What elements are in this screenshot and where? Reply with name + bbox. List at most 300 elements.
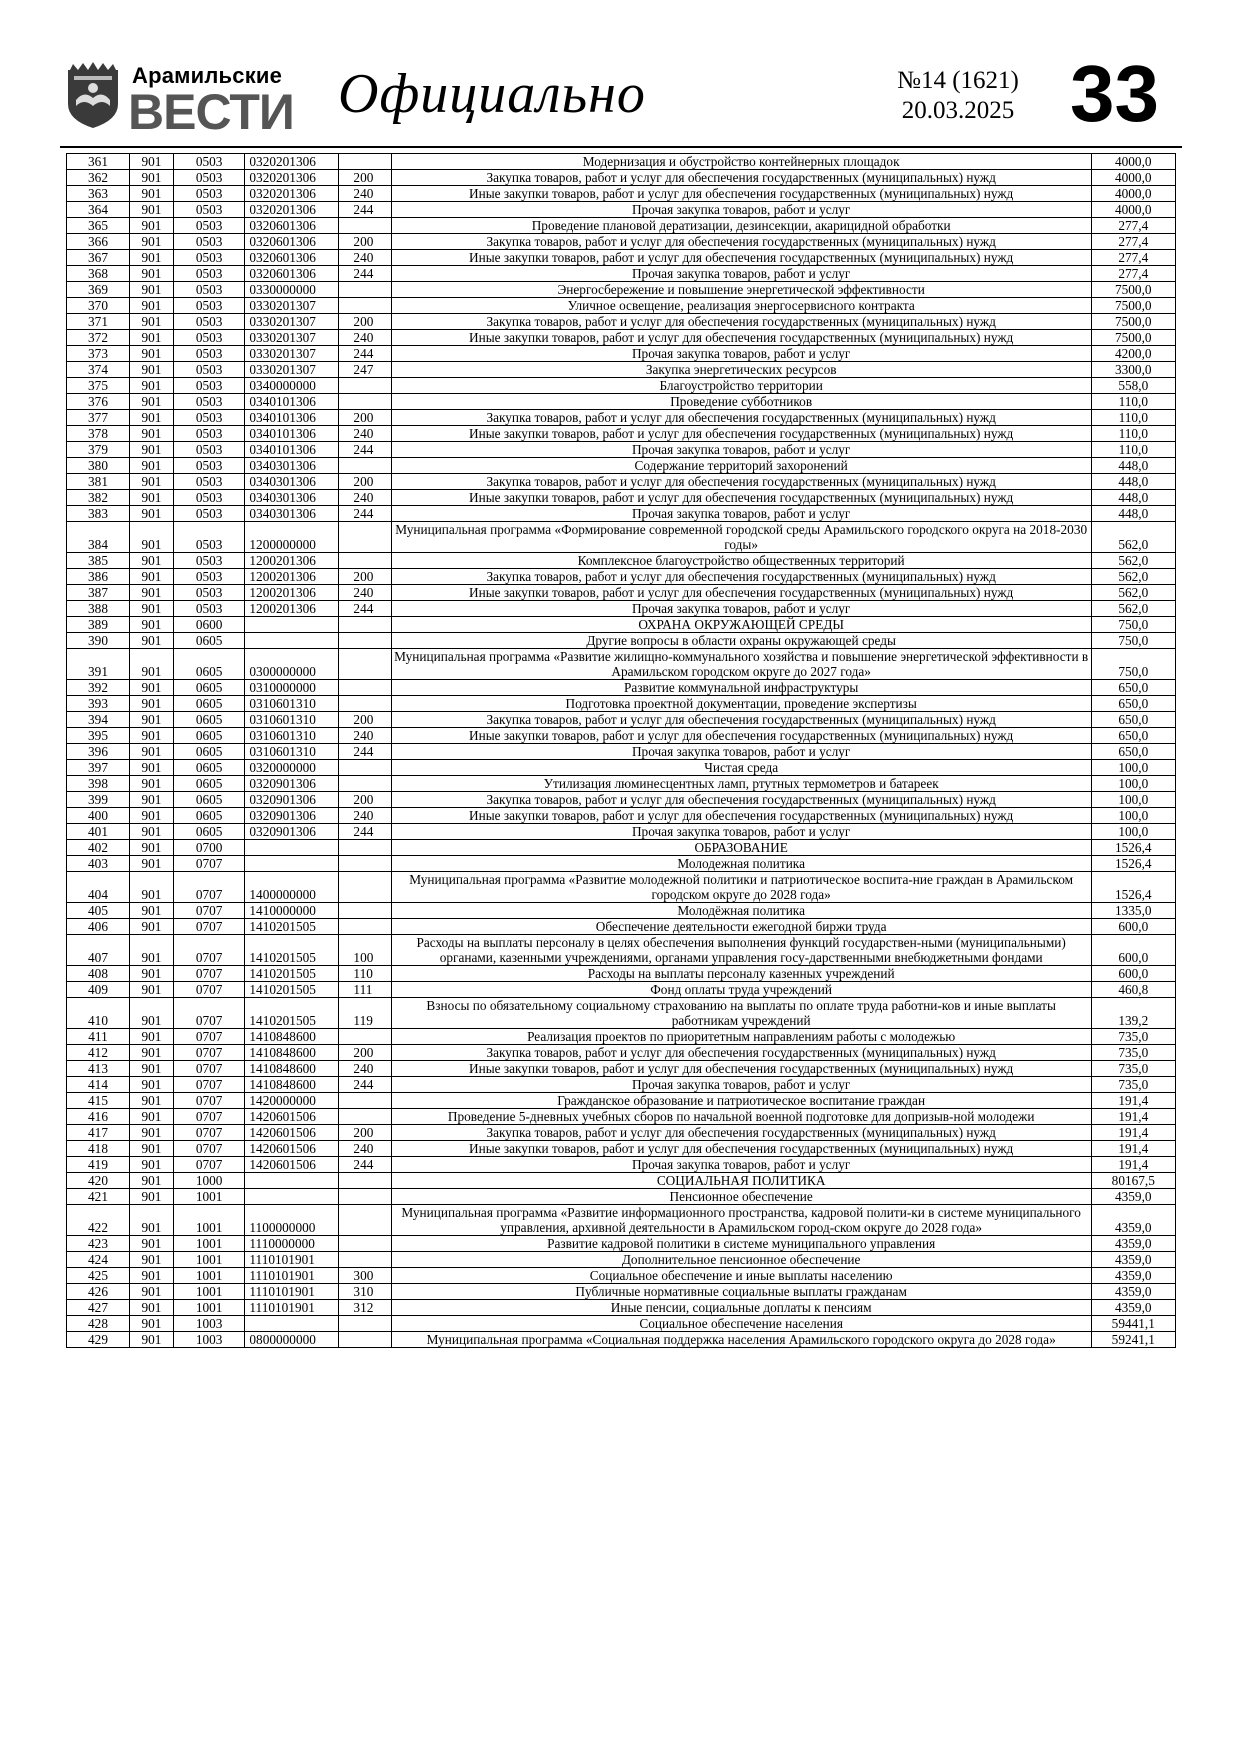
amount-cell: 4359,0 — [1091, 1236, 1175, 1252]
issue-info — [878, 66, 1038, 126]
expense-type-cell: 240 — [339, 426, 391, 442]
department-code-cell: 901 — [130, 1189, 174, 1205]
department-code-cell: 901 — [130, 1093, 174, 1109]
section-code-cell: 0707 — [173, 1109, 245, 1125]
expense-type-cell: 244 — [339, 266, 391, 282]
department-code-cell: 901 — [130, 1284, 174, 1300]
table-row — [67, 1236, 1176, 1252]
row-number-cell: 367 — [67, 250, 130, 266]
department-code-cell: 901 — [130, 1205, 174, 1236]
item-name-cell: Комплексное благоустройство общественных территорий — [391, 553, 1091, 569]
row-number-cell: 389 — [67, 617, 130, 633]
target-article-cell: 1400000000 — [245, 872, 339, 903]
target-article-cell: 1410848600 — [245, 1077, 339, 1093]
expense-type-cell — [339, 553, 391, 569]
amount-cell: 650,0 — [1091, 712, 1175, 728]
row-number-cell: 377 — [67, 410, 130, 426]
row-number-cell: 363 — [67, 186, 130, 202]
section-code-cell: 1001 — [173, 1205, 245, 1236]
department-code-cell: 901 — [130, 522, 174, 553]
expense-type-cell: 200 — [339, 474, 391, 490]
expense-type-cell — [339, 1236, 391, 1252]
row-number-cell: 416 — [67, 1109, 130, 1125]
table-row — [67, 553, 1176, 569]
expense-type-cell — [339, 919, 391, 935]
target-article-cell: 0310601310 — [245, 744, 339, 760]
department-code-cell: 901 — [130, 712, 174, 728]
department-code-cell: 901 — [130, 234, 174, 250]
section-code-cell: 0503 — [173, 202, 245, 218]
department-code-cell: 901 — [130, 1045, 174, 1061]
row-number-cell: 390 — [67, 633, 130, 649]
item-name-cell: Иные закупки товаров, работ и услуг для обеспечения государственных (муниципальных) нужд — [391, 490, 1091, 506]
item-name-cell: Иные закупки товаров, работ и услуг для обеспечения государственных (муниципальных) нужд — [391, 808, 1091, 824]
section-code-cell: 0503 — [173, 298, 245, 314]
table-row — [67, 1061, 1176, 1077]
item-name-cell: Прочая закупка товаров, работ и услуг — [391, 601, 1091, 617]
table-row — [67, 808, 1176, 824]
budget-table — [66, 153, 1176, 1348]
amount-cell: 4200,0 — [1091, 346, 1175, 362]
department-code-cell: 901 — [130, 394, 174, 410]
table-row — [67, 154, 1176, 170]
target-article-cell: 0340301306 — [245, 506, 339, 522]
section-code-cell: 0503 — [173, 266, 245, 282]
table-row — [67, 202, 1176, 218]
expense-type-cell: 200 — [339, 170, 391, 186]
table-row — [67, 490, 1176, 506]
expense-type-cell — [339, 903, 391, 919]
item-name-cell: Развитие коммунальной инфраструктуры — [391, 680, 1091, 696]
item-name-cell: Закупка товаров, работ и услуг для обеспечения государственных (муниципальных) нужд — [391, 314, 1091, 330]
amount-cell: 600,0 — [1091, 966, 1175, 982]
expense-type-cell — [339, 649, 391, 680]
section-code-cell: 0605 — [173, 633, 245, 649]
logo-title: ВЕСТИ — [128, 84, 294, 140]
row-number-cell: 396 — [67, 744, 130, 760]
item-name-cell: Обеспечение деятельности ежегодной биржи труда — [391, 919, 1091, 935]
section-code-cell: 0503 — [173, 154, 245, 170]
target-article-cell: 0320201306 — [245, 170, 339, 186]
department-code-cell: 901 — [130, 872, 174, 903]
row-number-cell: 379 — [67, 442, 130, 458]
section-code-cell: 0503 — [173, 170, 245, 186]
department-code-cell: 901 — [130, 935, 174, 966]
section-code-cell: 0707 — [173, 1093, 245, 1109]
department-code-cell: 901 — [130, 966, 174, 982]
item-name-cell: Прочая закупка товаров, работ и услуг — [391, 506, 1091, 522]
item-name-cell: Расходы на выплаты персоналу в целях обеспечения выполнения функций государствен-ными (муниципальными) органами, казенными учреждениями, органами управления госу-дарственными внебюджетными фондами — [391, 935, 1091, 966]
table-row — [67, 298, 1176, 314]
department-code-cell: 901 — [130, 919, 174, 935]
section-code-cell: 0605 — [173, 696, 245, 712]
item-name-cell: Иные закупки товаров, работ и услуг для обеспечения государственных (муниципальных) нужд — [391, 1141, 1091, 1157]
department-code-cell: 901 — [130, 282, 174, 298]
table-row — [67, 998, 1176, 1029]
expense-type-cell: 244 — [339, 1157, 391, 1173]
row-number-cell: 426 — [67, 1284, 130, 1300]
department-code-cell: 901 — [130, 346, 174, 362]
department-code-cell: 901 — [130, 856, 174, 872]
table-row — [67, 442, 1176, 458]
department-code-cell: 901 — [130, 649, 174, 680]
department-code-cell: 901 — [130, 298, 174, 314]
target-article-cell: 0320901306 — [245, 808, 339, 824]
section-code-cell: 0605 — [173, 760, 245, 776]
target-article-cell: 0330201307 — [245, 298, 339, 314]
amount-cell: 750,0 — [1091, 617, 1175, 633]
department-code-cell: 901 — [130, 410, 174, 426]
item-name-cell: Содержание территорий захоронений — [391, 458, 1091, 474]
department-code-cell: 901 — [130, 824, 174, 840]
row-number-cell: 398 — [67, 776, 130, 792]
item-name-cell: Молодёжная политика — [391, 903, 1091, 919]
amount-cell: 650,0 — [1091, 728, 1175, 744]
amount-cell: 277,4 — [1091, 250, 1175, 266]
department-code-cell: 901 — [130, 1061, 174, 1077]
department-code-cell: 901 — [130, 553, 174, 569]
department-code-cell: 901 — [130, 680, 174, 696]
department-code-cell: 901 — [130, 378, 174, 394]
expense-type-cell: 200 — [339, 234, 391, 250]
amount-cell: 1526,4 — [1091, 856, 1175, 872]
target-article-cell: 1410201505 — [245, 998, 339, 1029]
item-name-cell: Пенсионное обеспечение — [391, 1189, 1091, 1205]
row-number-cell: 387 — [67, 585, 130, 601]
item-name-cell: Фонд оплаты труда учреждений — [391, 982, 1091, 998]
amount-cell: 750,0 — [1091, 649, 1175, 680]
row-number-cell: 382 — [67, 490, 130, 506]
row-number-cell: 375 — [67, 378, 130, 394]
expense-type-cell: 200 — [339, 314, 391, 330]
item-name-cell: ОБРАЗОВАНИЕ — [391, 840, 1091, 856]
row-number-cell: 401 — [67, 824, 130, 840]
row-number-cell: 361 — [67, 154, 130, 170]
target-article-cell: 1200201306 — [245, 601, 339, 617]
amount-cell: 4359,0 — [1091, 1300, 1175, 1316]
row-number-cell: 381 — [67, 474, 130, 490]
table-row — [67, 569, 1176, 585]
newspaper-logo — [64, 60, 296, 138]
table-row — [67, 506, 1176, 522]
target-article-cell: 1110101901 — [245, 1300, 339, 1316]
section-code-cell: 1001 — [173, 1236, 245, 1252]
amount-cell: 650,0 — [1091, 680, 1175, 696]
section-code-cell: 0503 — [173, 585, 245, 601]
amount-cell: 1526,4 — [1091, 872, 1175, 903]
department-code-cell: 901 — [130, 330, 174, 346]
department-code-cell: 901 — [130, 250, 174, 266]
target-article-cell: 0320601306 — [245, 218, 339, 234]
amount-cell: 3300,0 — [1091, 362, 1175, 378]
row-number-cell: 409 — [67, 982, 130, 998]
target-article-cell: 0310601310 — [245, 696, 339, 712]
amount-cell: 735,0 — [1091, 1029, 1175, 1045]
amount-cell: 80167,5 — [1091, 1173, 1175, 1189]
section-code-cell: 0503 — [173, 442, 245, 458]
department-code-cell: 901 — [130, 569, 174, 585]
table-row — [67, 522, 1176, 553]
section-code-cell: 0503 — [173, 346, 245, 362]
expense-type-cell: 200 — [339, 569, 391, 585]
amount-cell: 562,0 — [1091, 569, 1175, 585]
expense-type-cell — [339, 218, 391, 234]
section-code-cell: 1001 — [173, 1189, 245, 1205]
section-code-cell: 0503 — [173, 378, 245, 394]
department-code-cell: 901 — [130, 696, 174, 712]
expense-type-cell: 244 — [339, 744, 391, 760]
section-code-cell: 0503 — [173, 314, 245, 330]
item-name-cell: Иные закупки товаров, работ и услуг для обеспечения государственных (муниципальных) нужд — [391, 186, 1091, 202]
target-article-cell: 0320601306 — [245, 266, 339, 282]
table-row — [67, 346, 1176, 362]
department-code-cell: 901 — [130, 506, 174, 522]
target-article-cell: 1410848600 — [245, 1045, 339, 1061]
amount-cell: 562,0 — [1091, 601, 1175, 617]
department-code-cell: 901 — [130, 585, 174, 601]
expense-type-cell — [339, 1205, 391, 1236]
item-name-cell: Реализация проектов по приоритетным направлениям работы с молодежью — [391, 1029, 1091, 1045]
table-row — [67, 840, 1176, 856]
section-code-cell: 0503 — [173, 218, 245, 234]
amount-cell: 110,0 — [1091, 426, 1175, 442]
department-code-cell: 901 — [130, 1077, 174, 1093]
row-number-cell: 370 — [67, 298, 130, 314]
department-code-cell: 901 — [130, 982, 174, 998]
item-name-cell: Подготовка проектной документации, проведение экспертизы — [391, 696, 1091, 712]
expense-type-cell: 100 — [339, 935, 391, 966]
section-code-cell: 0605 — [173, 649, 245, 680]
expense-type-cell: 240 — [339, 1061, 391, 1077]
expense-type-cell: 200 — [339, 1045, 391, 1061]
target-article-cell: 0310601310 — [245, 728, 339, 744]
amount-cell: 1335,0 — [1091, 903, 1175, 919]
department-code-cell: 901 — [130, 792, 174, 808]
table-row — [67, 903, 1176, 919]
row-number-cell: 391 — [67, 649, 130, 680]
row-number-cell: 415 — [67, 1093, 130, 1109]
section-code-cell: 0707 — [173, 966, 245, 982]
target-article-cell: 1410201505 — [245, 966, 339, 982]
target-article-cell: 0330201307 — [245, 330, 339, 346]
expense-type-cell — [339, 840, 391, 856]
item-name-cell: Закупка товаров, работ и услуг для обеспечения государственных (муниципальных) нужд — [391, 569, 1091, 585]
target-article-cell: 0340101306 — [245, 410, 339, 426]
expense-type-cell — [339, 696, 391, 712]
row-number-cell: 429 — [67, 1332, 130, 1348]
amount-cell: 4000,0 — [1091, 186, 1175, 202]
item-name-cell: Закупка товаров, работ и услуг для обеспечения государственных (муниципальных) нужд — [391, 1125, 1091, 1141]
expense-type-cell: 244 — [339, 346, 391, 362]
item-name-cell: Другие вопросы в области охраны окружающей среды — [391, 633, 1091, 649]
item-name-cell: Муниципальная программа «Развитие информационного пространства, кадровой полити-ки в системе муниципального управления, архивной деятельности в Арамильском город-ском округе до 2028 года» — [391, 1205, 1091, 1236]
item-name-cell: Гражданское образование и патриотическое воспитание граждан — [391, 1093, 1091, 1109]
department-code-cell: 901 — [130, 314, 174, 330]
item-name-cell: Утилизация люминесцентных ламп, ртутных термометров и батареек — [391, 776, 1091, 792]
department-code-cell: 901 — [130, 1125, 174, 1141]
section-code-cell: 0503 — [173, 569, 245, 585]
department-code-cell: 901 — [130, 601, 174, 617]
amount-cell: 448,0 — [1091, 506, 1175, 522]
amount-cell: 4359,0 — [1091, 1189, 1175, 1205]
table-row — [67, 1205, 1176, 1236]
amount-cell: 7500,0 — [1091, 282, 1175, 298]
table-row — [67, 744, 1176, 760]
expense-type-cell: 244 — [339, 442, 391, 458]
section-code-cell: 0503 — [173, 522, 245, 553]
row-number-cell: 407 — [67, 935, 130, 966]
row-number-cell: 421 — [67, 1189, 130, 1205]
expense-type-cell — [339, 378, 391, 394]
amount-cell: 4359,0 — [1091, 1252, 1175, 1268]
row-number-cell: 423 — [67, 1236, 130, 1252]
section-code-cell: 1001 — [173, 1252, 245, 1268]
section-code-cell: 0503 — [173, 362, 245, 378]
expense-type-cell: 312 — [339, 1300, 391, 1316]
section-code-cell: 0503 — [173, 458, 245, 474]
section-title: Официально — [338, 63, 646, 125]
amount-cell: 558,0 — [1091, 378, 1175, 394]
expense-type-cell — [339, 154, 391, 170]
department-code-cell: 901 — [130, 202, 174, 218]
row-number-cell: 427 — [67, 1300, 130, 1316]
expense-type-cell: 200 — [339, 792, 391, 808]
coat-of-arms-icon — [64, 60, 122, 130]
logo-subtitle: Арамильские — [132, 63, 283, 88]
department-code-cell: 901 — [130, 1029, 174, 1045]
item-name-cell: Закупка энергетических ресурсов — [391, 362, 1091, 378]
table-row — [67, 966, 1176, 982]
section-code-cell: 0700 — [173, 840, 245, 856]
amount-cell: 4000,0 — [1091, 202, 1175, 218]
table-row — [67, 1252, 1176, 1268]
amount-cell: 277,4 — [1091, 266, 1175, 282]
department-code-cell: 901 — [130, 1173, 174, 1189]
row-number-cell: 413 — [67, 1061, 130, 1077]
department-code-cell: 901 — [130, 1300, 174, 1316]
row-number-cell: 386 — [67, 569, 130, 585]
department-code-cell: 901 — [130, 1109, 174, 1125]
expense-type-cell: 240 — [339, 490, 391, 506]
expense-type-cell: 200 — [339, 410, 391, 426]
target-article-cell — [245, 1316, 339, 1332]
expense-type-cell — [339, 1029, 391, 1045]
issue-number: №14 (1621) — [897, 67, 1019, 94]
amount-cell: 448,0 — [1091, 474, 1175, 490]
table-row — [67, 266, 1176, 282]
amount-cell: 59241,1 — [1091, 1332, 1175, 1348]
amount-cell: 735,0 — [1091, 1077, 1175, 1093]
row-number-cell: 371 — [67, 314, 130, 330]
target-article-cell: 1200201306 — [245, 585, 339, 601]
expense-type-cell: 240 — [339, 808, 391, 824]
table-row — [67, 982, 1176, 998]
department-code-cell: 901 — [130, 1141, 174, 1157]
item-name-cell: Социальное обеспечение населения — [391, 1316, 1091, 1332]
target-article-cell: 0320201306 — [245, 154, 339, 170]
department-code-cell: 901 — [130, 154, 174, 170]
amount-cell: 110,0 — [1091, 394, 1175, 410]
row-number-cell: 394 — [67, 712, 130, 728]
item-name-cell: Закупка товаров, работ и услуг для обеспечения государственных (муниципальных) нужд — [391, 474, 1091, 490]
target-article-cell: 1110000000 — [245, 1236, 339, 1252]
target-article-cell: 0340301306 — [245, 474, 339, 490]
section-code-cell: 0707 — [173, 1141, 245, 1157]
row-number-cell: 393 — [67, 696, 130, 712]
item-name-cell: Модернизация и обустройство контейнерных площадок — [391, 154, 1091, 170]
section-code-cell: 0605 — [173, 776, 245, 792]
target-article-cell: 1100000000 — [245, 1205, 339, 1236]
row-number-cell: 412 — [67, 1045, 130, 1061]
section-code-cell: 0707 — [173, 982, 245, 998]
department-code-cell: 901 — [130, 808, 174, 824]
item-name-cell: Благоустройство территории — [391, 378, 1091, 394]
item-name-cell: Закупка товаров, работ и услуг для обеспечения государственных (муниципальных) нужд — [391, 792, 1091, 808]
department-code-cell: 901 — [130, 458, 174, 474]
expense-type-cell — [339, 760, 391, 776]
section-code-cell: 0605 — [173, 824, 245, 840]
target-article-cell: 0320201306 — [245, 186, 339, 202]
item-name-cell: Муниципальная программа «Развитие жилищно-коммунального хозяйства и повышение энергетической эффективности в Арамильском городском округе до 2027 года» — [391, 649, 1091, 680]
row-number-cell: 369 — [67, 282, 130, 298]
amount-cell: 191,4 — [1091, 1093, 1175, 1109]
section-code-cell: 0707 — [173, 903, 245, 919]
department-code-cell: 901 — [130, 442, 174, 458]
table-row — [67, 1045, 1176, 1061]
target-article-cell: 1200201306 — [245, 569, 339, 585]
expense-type-cell — [339, 1252, 391, 1268]
table-row — [67, 458, 1176, 474]
table-row — [67, 617, 1176, 633]
amount-cell: 100,0 — [1091, 792, 1175, 808]
table-row — [67, 680, 1176, 696]
expense-type-cell: 110 — [339, 966, 391, 982]
table-row — [67, 728, 1176, 744]
target-article-cell: 1410201505 — [245, 919, 339, 935]
section-code-cell: 1001 — [173, 1300, 245, 1316]
row-number-cell: 395 — [67, 728, 130, 744]
item-name-cell: Прочая закупка товаров, работ и услуг — [391, 744, 1091, 760]
amount-cell: 7500,0 — [1091, 298, 1175, 314]
department-code-cell: 901 — [130, 617, 174, 633]
expense-type-cell: 119 — [339, 998, 391, 1029]
table-row — [67, 314, 1176, 330]
table-row — [67, 170, 1176, 186]
target-article-cell: 1420601506 — [245, 1125, 339, 1141]
amount-cell: 139,2 — [1091, 998, 1175, 1029]
row-number-cell: 383 — [67, 506, 130, 522]
amount-cell: 4359,0 — [1091, 1205, 1175, 1236]
section-code-cell: 0503 — [173, 330, 245, 346]
item-name-cell: Энергосбережение и повышение энергетической эффективности — [391, 282, 1091, 298]
issue-date: 20.03.2025 — [901, 97, 1015, 124]
target-article-cell: 0330000000 — [245, 282, 339, 298]
target-article-cell: 0330201307 — [245, 362, 339, 378]
item-name-cell: Развитие кадровой политики в системе муниципального управления — [391, 1236, 1091, 1252]
amount-cell: 650,0 — [1091, 744, 1175, 760]
target-article-cell: 0320601306 — [245, 250, 339, 266]
expense-type-cell — [339, 872, 391, 903]
amount-cell: 735,0 — [1091, 1061, 1175, 1077]
row-number-cell: 422 — [67, 1205, 130, 1236]
target-article-cell: 0340101306 — [245, 426, 339, 442]
table-row — [67, 712, 1176, 728]
expense-type-cell — [339, 776, 391, 792]
expense-type-cell — [339, 282, 391, 298]
section-code-cell: 0503 — [173, 410, 245, 426]
amount-cell: 600,0 — [1091, 935, 1175, 966]
target-article-cell: 0340301306 — [245, 490, 339, 506]
